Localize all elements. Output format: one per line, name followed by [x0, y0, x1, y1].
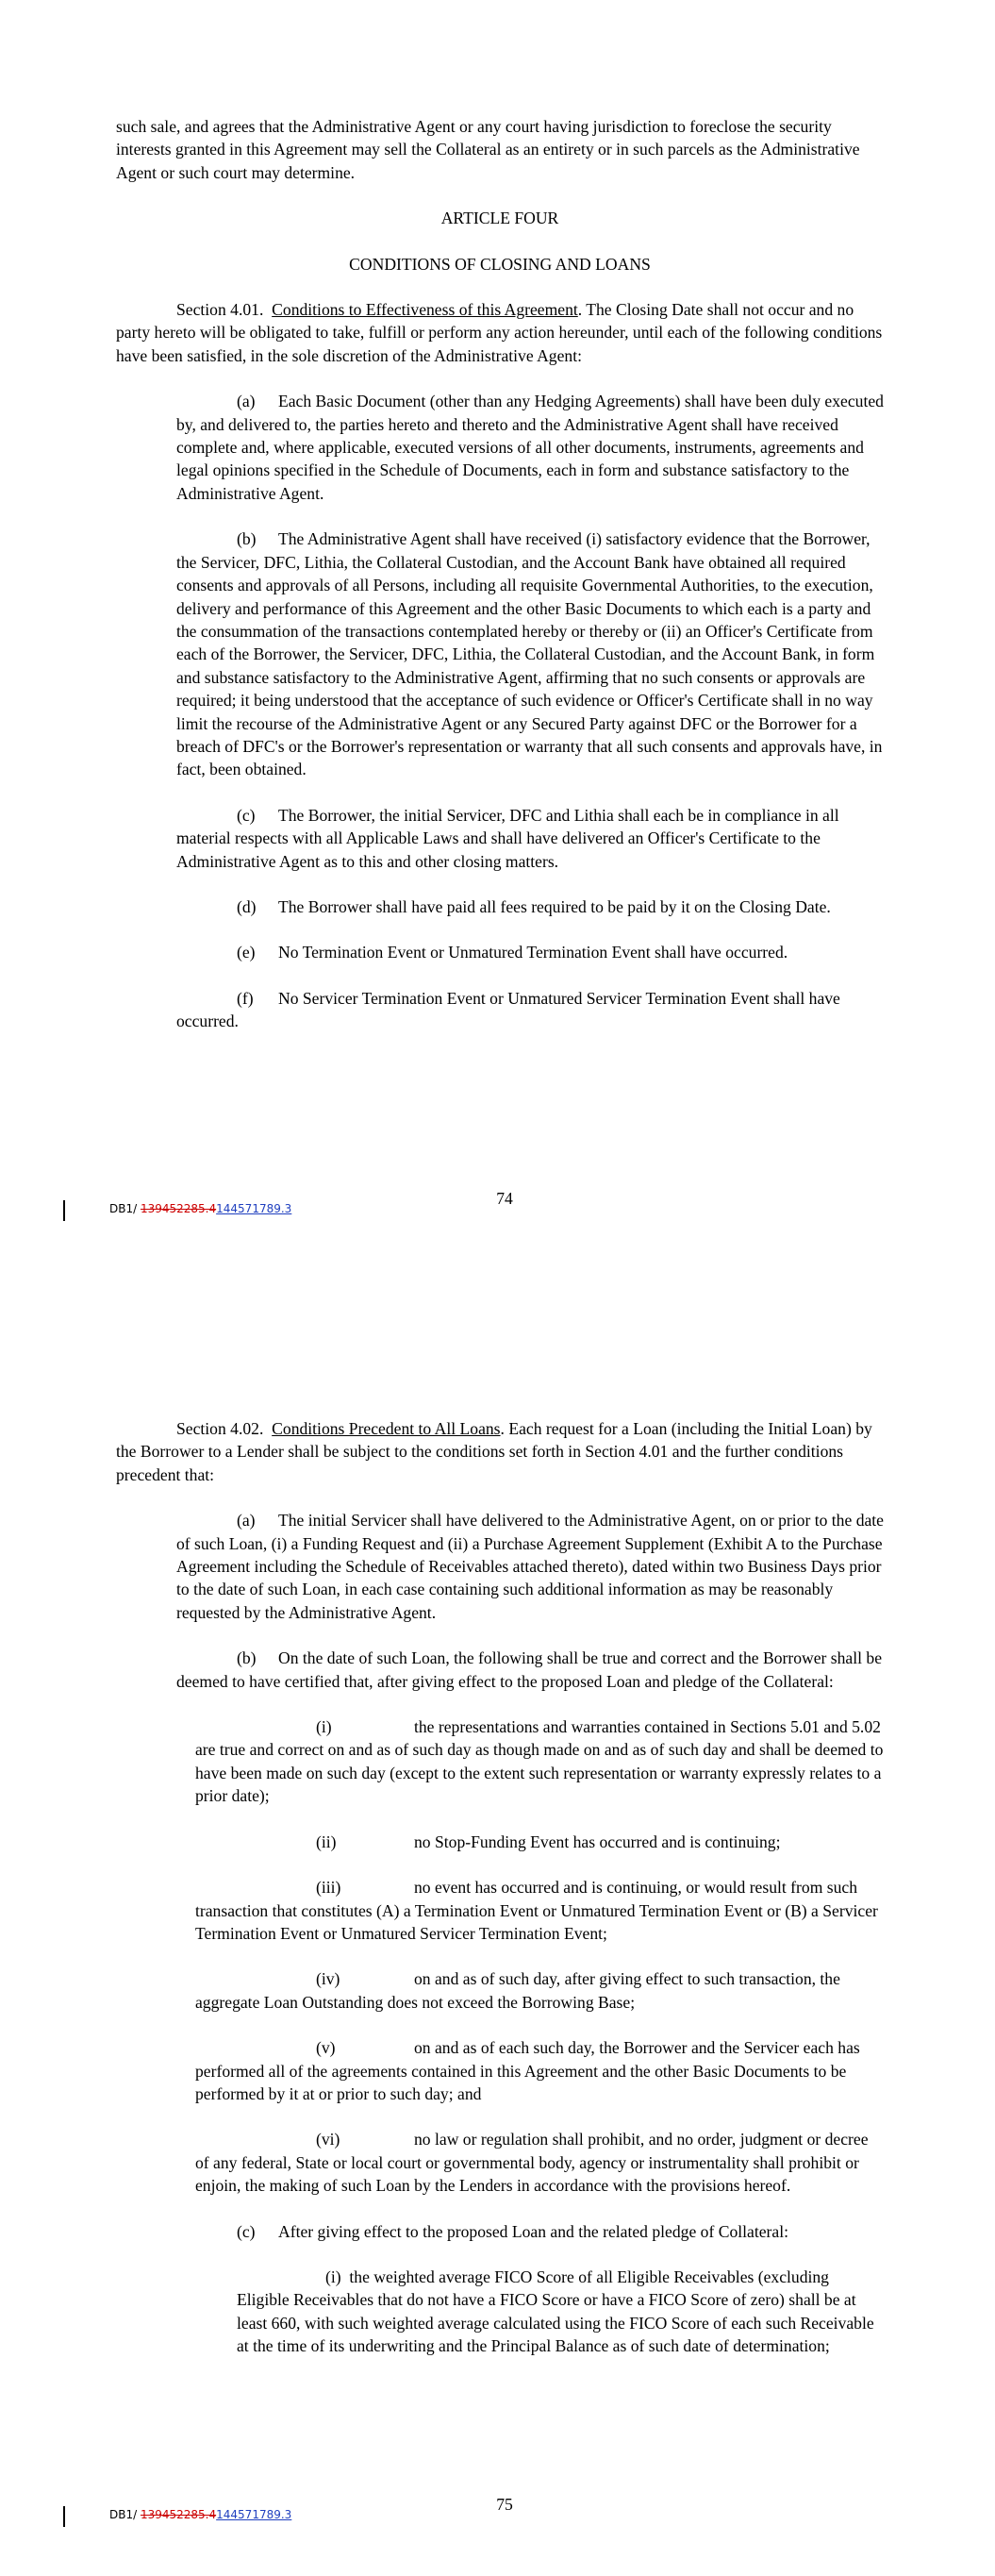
section-text: . Each request for a Loan (including the Initial Loan) by the Borrower to a Lender shall be subject to the conditions set forth in Section 4.01 and the further conditions precedent that: [116, 1419, 872, 1484]
condition-b-i [195, 1715, 884, 1808]
condition-c [176, 2220, 884, 2243]
page-footer [0, 1187, 995, 1225]
condition-f [176, 987, 884, 1033]
page-number: 75 [496, 2495, 513, 2514]
item-label: (ii) [316, 1832, 337, 1851]
item-label: (b) [237, 529, 257, 549]
deleted-doc-id: 139452285.4 [140, 1202, 217, 1215]
condition-b-iii [195, 1876, 884, 1945]
condition-b-ii [195, 1831, 884, 1853]
article-title: CONDITIONS OF CLOSING AND LOANS [349, 254, 651, 274]
page-75 [0, 1288, 995, 2576]
condition-e [176, 941, 884, 963]
section-text: . The Closing Date shall not occur and no party hereto will be obligated to take, fulfill or perform any action hereunder, until each of the following conditions have been satisfied, in the sole discretion of the Administrative Agent: [116, 300, 883, 365]
condition-a [176, 1509, 884, 1624]
item-text: The initial Servicer shall have delivered to the Administrative Agent, on or prior to the date of such Loan, (i) a Funding Request and (ii) a Purchase Agreement Supplement (Exhibit A to the Purchase Agreement including the Schedule of Receivables attached thereto), dated within two Business Days prior to the date of such Loan, in each case containing such additional information as may be reasonably requested by the Administrative Agent. [176, 1511, 884, 1622]
condition-b-vi [195, 2128, 884, 2197]
item-label: (b) [237, 1648, 257, 1668]
item-text: The Borrower, the initial Servicer, DFC and Lithia shall each be in compliance in all material respects with all Applicable Laws and shall have delivered an Officer's Certificate to the Administrative Agent as to this and other closing matters. [176, 805, 839, 871]
item-label: (i) [325, 2267, 341, 2286]
item-label: (e) [237, 943, 256, 962]
condition-b-v [195, 2036, 884, 2105]
item-label: (d) [237, 896, 257, 916]
item-text: on and as of such day, after giving effect to such transaction, the aggregate Loan Outstanding does not exceed the Borrowing Base; [195, 1969, 840, 2012]
section-heading: Conditions to Effectiveness of this Agreement [272, 300, 578, 320]
item-label: (iv) [316, 1969, 340, 1989]
item-text: on and as of each such day, the Borrower and the Servicer each has performed all of the agreements contained in this Agreement and the other Basic Documents to be performed by it at or prior to such day; and [195, 2038, 860, 2103]
deleted-doc-id: 139452285.4 [140, 2508, 217, 2521]
item-label: (c) [237, 805, 256, 825]
item-text: the weighted average FICO Score of all Eligible Receivables (excluding Eligible Receivables that do not have a FICO Score or have a FICO Score of zero) shall be at least 660, with such weighted average calculated using the FICO Score of each such Receivable at the time of its underwriting and the Principal Balance as of such date of determination; [237, 2267, 874, 2356]
section-4-02 [116, 1417, 884, 1486]
page-number: 74 [496, 1189, 513, 1208]
condition-c [176, 804, 884, 873]
section-4-01 [116, 298, 884, 367]
page-footer [0, 2493, 995, 2531]
inserted-doc-id: 144571789.3 [216, 2508, 292, 2521]
section-number: Section 4.02. [176, 1419, 264, 1438]
item-label: (c) [237, 2221, 256, 2241]
condition-c-i [237, 2266, 884, 2358]
item-label: (vi) [316, 2130, 340, 2149]
condition-b [176, 527, 884, 780]
item-text: After giving effect to the proposed Loan and the related pledge of Collateral: [278, 2221, 788, 2241]
section-number: Section 4.01. [176, 300, 264, 320]
item-text: no Stop-Funding Event has occurred and is continuing; [414, 1832, 781, 1851]
item-label: (a) [237, 1511, 256, 1531]
item-text: On the date of such Loan, the following shall be true and correct and the Borrower shall be deemed to have certified that, after giving effect to the proposed Loan and pledge of the Collateral: [176, 1648, 883, 1691]
inserted-doc-id: 144571789.3 [216, 1202, 292, 1215]
item-label: (a) [237, 392, 256, 411]
condition-b [176, 1647, 884, 1693]
item-label: (v) [316, 2038, 336, 2058]
section-heading: Conditions Precedent to All Loans [272, 1419, 501, 1438]
item-label: (iii) [316, 1878, 341, 1898]
item-text: no law or regulation shall prohibit, and no order, judgment or decree of any federal, State or local court or governmental body, agency or instrumentality shall prohibit or enjoin, the making of such Loan by the Lenders in accordance with the provisions hereof. [195, 2130, 869, 2196]
article-heading: ARTICLE FOUR [440, 209, 559, 228]
item-text: no event has occurred and is continuing, or would result from such transaction that constitutes (A) a Termination Event or Unmatured Termination Event or (B) a Servicer Termination Event or Unmatured Servicer Termination Event; [195, 1878, 878, 1943]
doc-prefix: DB1/ [109, 2508, 141, 2521]
condition-a [176, 390, 884, 505]
item-text: No Termination Event or Unmatured Termination Event shall have occurred. [278, 943, 788, 962]
item-text: No Servicer Termination Event or Unmatured Servicer Termination Event shall have occurred. [176, 988, 840, 1031]
item-label: (i) [316, 1717, 332, 1737]
item-label: (f) [237, 988, 254, 1008]
item-text: the representations and warranties contained in Sections 5.01 and 5.02 are true and correct on and as of such day as though made on and as of such day and shall be deemed to have been made on such day (except to the extent such representation or warranty expressly relates to a prior date); [195, 1717, 884, 1806]
condition-d [176, 895, 884, 918]
page-74-body [116, 115, 884, 1056]
condition-b-iv [195, 1967, 884, 2014]
page-75-body [116, 1417, 884, 2381]
item-text: Each Basic Document (other than any Hedging Agreements) shall have been duly executed by, and delivered to, the parties hereto and thereto and the Administrative Agent shall have received complete and, where applicable, executed versions of all other documents, instruments, agreements and legal opinions specified in the Schedule of Documents, each in form and substance satisfactory to the Administrative Agent. [176, 392, 884, 503]
item-text: The Administrative Agent shall have received (i) satisfactory evidence that the Borrower, the Servicer, DFC, Lithia, the Collateral Custodian, and the Account Bank have obtained all required consents and approvals of all Persons, including all requisite Governmental Authorities, to the execution, delivery and performance of this Agreement and the other Basic Documents to which each is a party and the consummation of the transactions contemplated hereby or thereby or (ii) an Officer's Certificate from each of the Borrower, the Servicer, DFC, Lithia, the Collateral Custodian, and the Account Bank, in form and substance satisfactory to the Administrative Agent, affirming that no such consents or approvals are required; it being understood that the acceptance of such evidence or Officer's Certificate shall in no way limit the recourse of the Administrative Agent or any Secured Party against DFC or the Borrower for a breach of DFC's or the Borrower's representation or warranty that all such consents and approvals have, in fact, been obtained. [176, 529, 883, 779]
item-text: The Borrower shall have paid all fees required to be paid by it on the Closing Date. [278, 896, 831, 916]
continued-paragraph: such sale, and agrees that the Administrative Agent or any court having jurisdiction to foreclose the security interests granted in this Agreement may sell the Collateral as an entirety or in such parcels as the Administrative Agent or such court may determine. [116, 117, 860, 182]
doc-prefix: DB1/ [109, 1202, 141, 1215]
